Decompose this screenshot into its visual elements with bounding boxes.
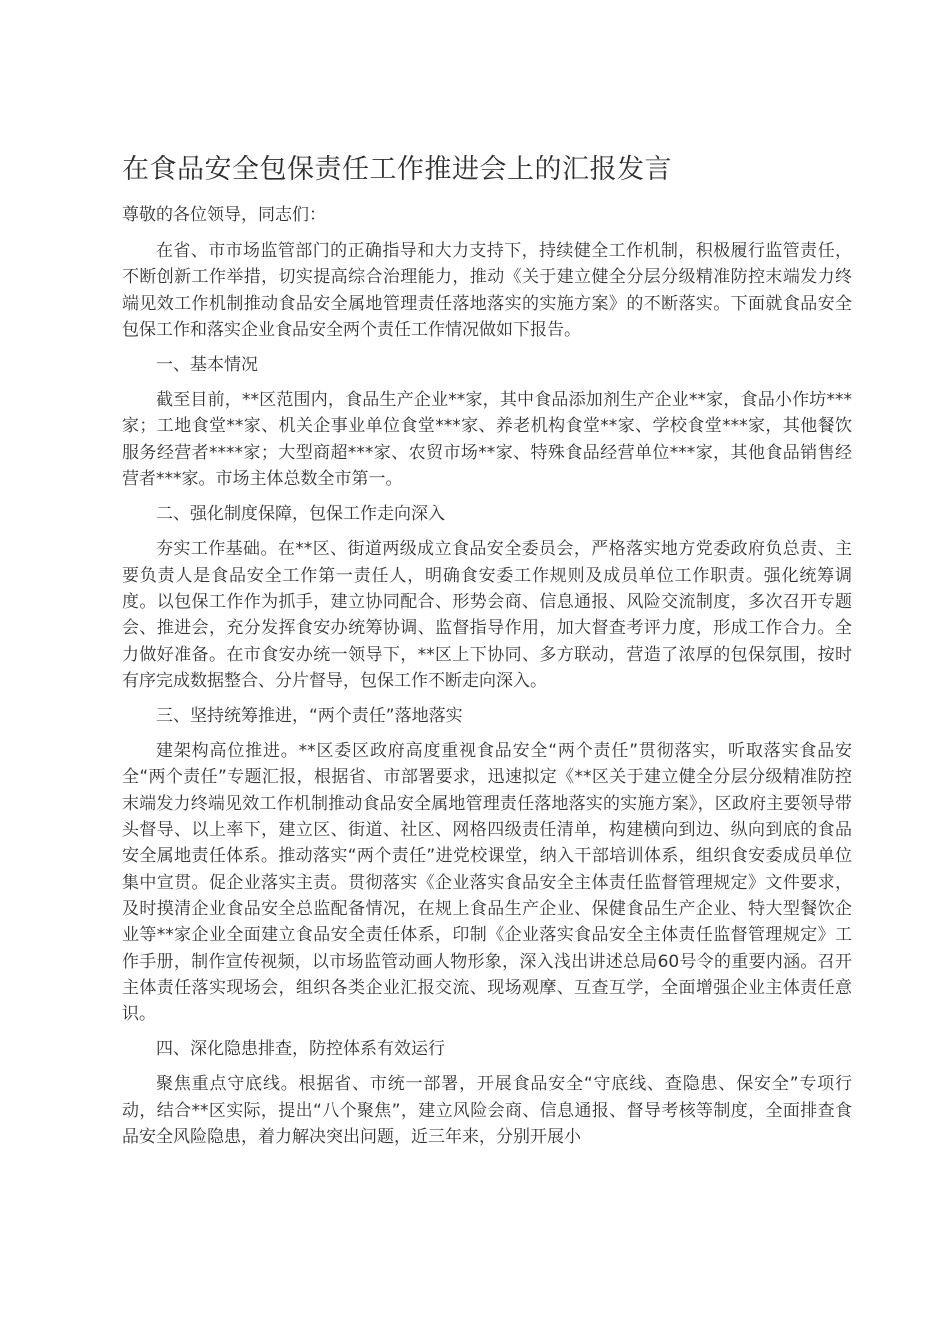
section-body-system-guarantee: 夯实工作基础。在**区、街道两级成立食品安全委员会，严格落实地方党委政府负总责、主要负责人是食品安全工作第一责任人，明确食安委工作规则及成员单位工作职责。强化统筹调度。以包保工作作为抓手，建立协同配合、形势会商、信息通报、风险交流制度，多次召开专题会、推进会，充分发挥食安办统筹协调、监督指导作用，加大督查考评力度，形成工作合力。全力做好准备。在市食安办统一领导下，**区上下协同、多方联动，营造了浓厚的包保氛围，按时有序完成数据整合、分片督导，包保工作不断走向深入。 <box>122 539 852 691</box>
section-heading-two-responsibilities: 三、坚持统筹推进，“两个责任”落地落实 <box>156 706 463 727</box>
section-body-basic-situation: 截至目前，**区范围内，食品生产企业**家，其中食品添加剂生产企业**家，食品小作坊***家；工地食堂**家、机关企事业单位食堂***家、养老机构食堂**家、学校食堂***家，其他餐饮服务经营者****家；大型商超***家、农贸市场**家、特殊食品经营单位***家，其他食品销售经营者***家。市场主体总数全市第一。 <box>122 390 852 490</box>
section-body-hazard-inspection: 聚焦重点守底线。根据省、市统一部署，开展食品安全“守底线、查隐患、保安全”专项行动，结合**区实际，提出“八个聚焦”，建立风险会商、信息通报、督导考核等制度，全面排查食品安全风险隐患，着力解决突出问题，近三年来，分别开展小 <box>122 1074 852 1148</box>
section-heading-hazard-inspection: 四、深化隐患排查，防控体系有效运行 <box>156 1039 445 1060</box>
document-title: 在食品安全包保责任工作推进会上的汇报发言 <box>122 154 672 185</box>
document-page <box>122 150 852 1159</box>
intro-paragraph: 在省、市市场监管部门的正确指导和大力支持下，持续健全工作机制，积极履行监管责任，不断创新工作举措，切实提高综合治理能力，推动《关于建立健全分层分级精准防控末端发力终端见效工作机制推动食品安全属地管理责任落地落实的实施方案》的不断落实。下面就食品安全包保工作和落实企业食品安全两个责任工作情况做如下报告。 <box>122 241 852 340</box>
greeting: 尊敬的各位领导，同志们： <box>122 205 326 225</box>
section-heading-basic-situation: 一、基本情况 <box>156 355 258 376</box>
section-heading-system-guarantee: 二、强化制度保障，包保工作走向深入 <box>156 504 445 525</box>
section-body-two-responsibilities: 建架构高位推进。**区委区政府高度重视食品安全“两个责任”贯彻落实，听取落实食品安全“两个责任”专题汇报，根据省、市部署要求，迅速拟定《**区关于建立健全分层分级精准防控末端发力终端见效工作机制推动食品安全属地管理责任落地落实的实施方案》，区政府主要领导带头督导、以上率下，建立区、街道、社区、网格四级责任清单，构建横向到边、纵向到底的食品安全属地责任体系。推动落实“两个责任”进党校课堂，纳入干部培训体系，组织食安委成员单位集中宣贯。促企业落实主责。贯彻落实《企业落实食品安全主体责任监督管理规定》文件要求，及时摸清企业食品安全总监配备情况，在规上食品生产企业、保健食品生产企业、特大型餐饮企业等**家企业全面建立食品安全责任体系，印制《企业落实食品安全主体责任监督管理规定》工作手册，制作宣传视频，以市场监管动画人物形象，深入浅出讲述总局60号令的重要内涵。召开主体责任落实现场会，组织各类企业汇报交流、现场观摩、互查互学，全面增强企业主体责任意识。 <box>122 741 852 1025</box>
